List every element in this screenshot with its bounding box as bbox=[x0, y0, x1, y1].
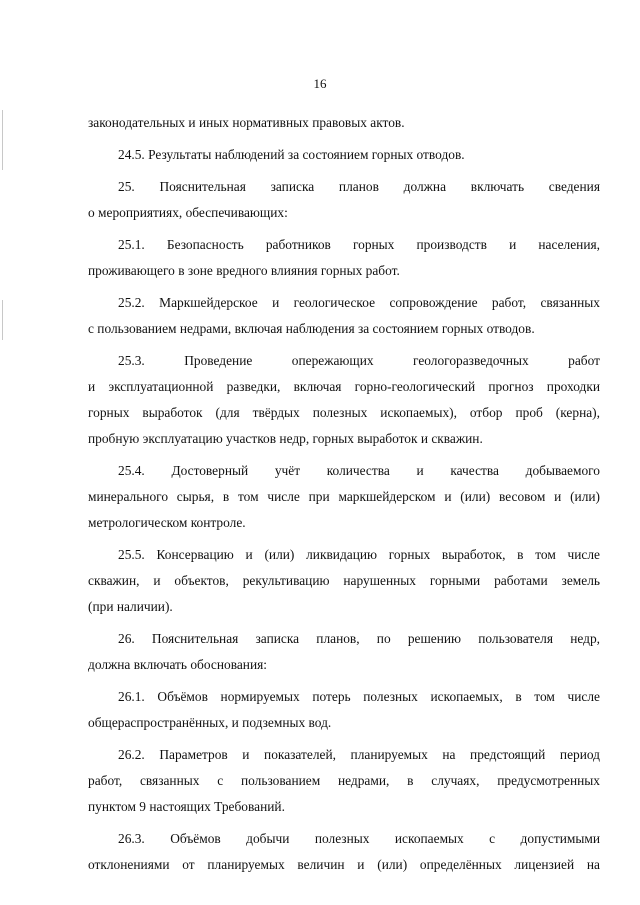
text-line: 25.5. Консервацию и (или) ликвидацию горных выработок, в том числе bbox=[118, 547, 600, 562]
text-line: отклонениями от планируемых величин и (или) определённых лицензией на bbox=[88, 857, 600, 872]
text-line: проживающего в зоне вредного влияния горных работ. bbox=[88, 263, 400, 278]
text-line: 25. Пояснительная записка планов должна включать сведения bbox=[118, 179, 600, 194]
text-line: и эксплуатационной разведки, включая горно-геологический прогноз проходки bbox=[88, 379, 600, 394]
text-line: законодательных и иных нормативных правовых актов. bbox=[88, 115, 405, 130]
text-line: 26.2. Параметров и показателей, планируемых на предстоящий период bbox=[118, 747, 600, 762]
text-line: 26. Пояснительная записка планов, по решению пользователя недр, bbox=[118, 631, 600, 646]
text-line: минерального сырья, в том числе при маркшейдерском и (или) весовом и (или) bbox=[88, 489, 600, 504]
scan-edge-mark bbox=[2, 300, 3, 340]
text-line: работ, связанных с пользованием недрами, в случаях, предусмотренных bbox=[88, 773, 600, 788]
page-number: 16 bbox=[313, 76, 327, 91]
text-line: пробную эксплуатацию участков недр, горных выработок и скважин. bbox=[88, 431, 483, 446]
text-line: пунктом 9 настоящих Требований. bbox=[88, 799, 285, 814]
text-line: с пользованием недрами, включая наблюдения за состоянием горных отводов. bbox=[88, 321, 535, 336]
text-line: метрологическом контроле. bbox=[88, 515, 246, 530]
text-line: скважин, и объектов, рекультивацию нарушенных горными работами земель bbox=[88, 573, 600, 588]
document-body bbox=[88, 110, 600, 878]
text-line: 26.3. Объёмов добычи полезных ископаемых с допустимыми bbox=[118, 831, 600, 846]
text-line: должна включать обоснования: bbox=[88, 657, 268, 672]
text-line: общераспространённых, и подземных вод. bbox=[88, 715, 332, 730]
scan-edge-mark bbox=[2, 110, 3, 170]
text-line: 25.2. Маркшейдерское и геологическое сопровождение работ, связанных bbox=[118, 295, 600, 310]
text-line: 25.1. Безопасность работников горных производств и населения, bbox=[118, 237, 600, 252]
text-line: о мероприятиях, обеспечивающих: bbox=[88, 205, 288, 220]
text-line: горных выработок (для твёрдых полезных ископаемых), отбор проб (керна), bbox=[88, 405, 600, 420]
text-line: 25.3. Проведение опережающих геологоразведочных работ bbox=[118, 353, 600, 368]
text-line: 26.1. Объёмов нормируемых потерь полезных ископаемых, в том числе bbox=[118, 689, 600, 704]
text-line: 24.5. Результаты наблюдений за состоянием горных отводов. bbox=[118, 147, 465, 162]
text-line: 25.4. Достоверный учёт количества и качества добываемого bbox=[118, 463, 600, 478]
text-line: (при наличии). bbox=[88, 599, 173, 614]
